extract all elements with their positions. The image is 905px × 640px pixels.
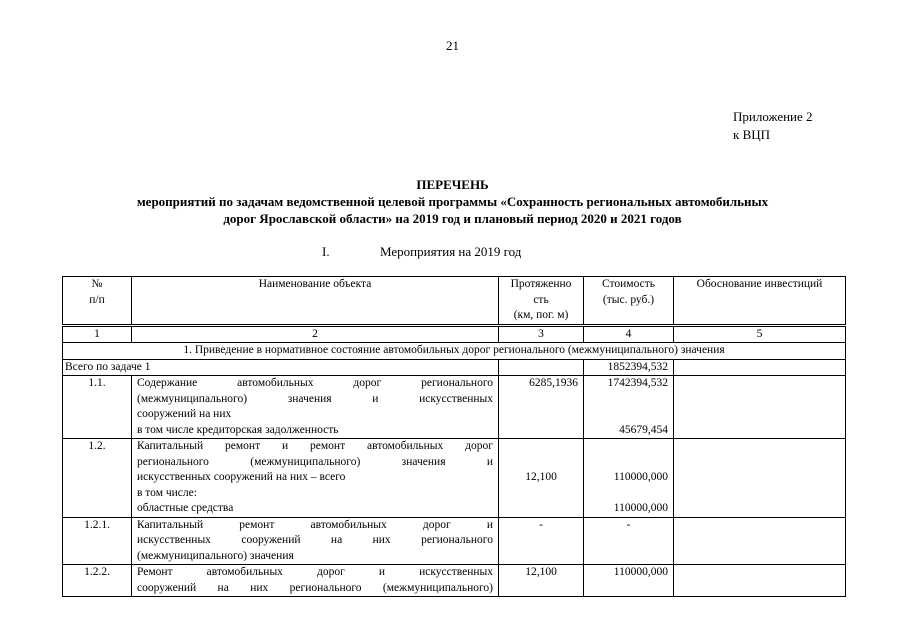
- total-length: [499, 359, 584, 376]
- header-length-line-1: Протяженно: [510, 278, 572, 290]
- row-name-line: (межмуниципального) значения и искусственных: [137, 392, 493, 405]
- row-cost: [584, 439, 674, 518]
- row-num: 1.2.: [63, 439, 132, 518]
- table-header-row: [63, 277, 846, 326]
- section-heading: [322, 244, 521, 260]
- row-cost-main: 1742394,532: [607, 377, 668, 389]
- row-name-line: Капитальный ремонт и ремонт автомобильных дорог: [137, 440, 493, 452]
- row-justification: [674, 565, 846, 597]
- row-name-line: Капитальный ремонт автомобильных дорог и: [137, 518, 493, 531]
- header-length-line-3: (км, пог. м): [513, 309, 569, 321]
- row-name-line: сооружений на них: [137, 408, 232, 420]
- row-name-line: областные средства: [137, 502, 234, 514]
- title-heading: ПЕРЕЧЕНЬ: [416, 177, 489, 192]
- header-justification: Обоснование инвестиций: [674, 277, 846, 326]
- row-name-line: в том числе:: [137, 486, 197, 499]
- row-name-line: Содержание автомобильных дорог регионального: [137, 377, 493, 389]
- row-name-line: искусственных сооружений на них – всего: [137, 471, 346, 483]
- row-cost: 110000,000: [584, 565, 674, 597]
- column-number: 3: [499, 325, 584, 343]
- page-number: 21: [446, 38, 459, 53]
- appendix-label: [733, 108, 813, 144]
- row-cost-main: 110000,000: [613, 471, 668, 483]
- row-cost-sub: 110000,000: [613, 502, 668, 514]
- task-title-row: [63, 343, 846, 360]
- row-name-line: сооружений на них регионального (межмуниципального): [137, 581, 493, 594]
- row-cost-sub: 45679,454: [619, 423, 668, 436]
- header-cost: [584, 277, 674, 326]
- row-name-line: регионального (межмуниципального) значения и: [137, 455, 493, 468]
- row-num: 1.2.2.: [63, 565, 132, 597]
- total-justification: [674, 359, 846, 376]
- column-number-row: [63, 325, 846, 343]
- row-cost: -: [584, 517, 674, 565]
- column-number: 5: [674, 325, 846, 343]
- row-length: [499, 439, 584, 518]
- table-row: [63, 439, 846, 518]
- row-length: 6285,1936: [499, 376, 584, 439]
- header-length: [499, 277, 584, 326]
- row-name-line: в том числе кредиторская задолженность: [137, 423, 339, 436]
- column-number: 2: [132, 325, 499, 343]
- title-line-3: дорог Ярославской области» на 2019 год и плановый период 2020 и 2021 годов: [223, 211, 682, 226]
- row-cost: [584, 376, 674, 439]
- table-row: [63, 376, 846, 439]
- document-title: [40, 176, 865, 227]
- events-table: [62, 276, 846, 597]
- task-title: 1. Приведение в нормативное состояние автомобильных дорог регионального (межмуниципального) значения: [63, 343, 846, 360]
- header-length-line-2: сть: [533, 293, 549, 306]
- section-number: I.: [322, 244, 330, 259]
- header-cost-line-2: (тыс. руб.): [602, 293, 655, 306]
- row-name-line: искусственных сооружений на них регионального: [137, 534, 493, 546]
- row-name: [132, 517, 499, 565]
- row-length-value: 12,100: [525, 471, 557, 483]
- total-label: Всего по задаче 1: [63, 359, 499, 376]
- title-line-2: мероприятий по задачам ведомственной целевой программы «Сохранность региональных автомобильных: [136, 194, 769, 209]
- section-label: Мероприятия на 2019 год: [380, 244, 522, 259]
- row-name-line: (межмуниципального) значения: [137, 549, 294, 562]
- total-cost: 1852394,532: [584, 359, 674, 376]
- row-justification: [674, 439, 846, 518]
- row-justification: [674, 517, 846, 565]
- column-number: 1: [63, 325, 132, 343]
- header-cost-line-1: Стоимость: [602, 278, 655, 290]
- total-row: [63, 359, 846, 376]
- table-row: [63, 517, 846, 565]
- header-num-line-1: №: [91, 278, 103, 290]
- header-num-line-2: п/п: [89, 293, 105, 306]
- row-num: 1.2.1.: [63, 517, 132, 565]
- row-num: 1.1.: [63, 376, 132, 439]
- row-justification: [674, 376, 846, 439]
- table-row: [63, 565, 846, 597]
- row-length: 12,100: [499, 565, 584, 597]
- row-name: [132, 439, 499, 518]
- header-name: Наименование объекта: [132, 277, 499, 326]
- header-num: [63, 277, 132, 326]
- appendix-line-2: к ВЦП: [733, 127, 771, 142]
- row-name: [132, 376, 499, 439]
- row-name: [132, 565, 499, 597]
- row-name-line: Ремонт автомобильных дорог и искусственных: [137, 566, 493, 578]
- appendix-line-1: Приложение 2: [733, 109, 813, 124]
- row-length: -: [499, 517, 584, 565]
- column-number: 4: [584, 325, 674, 343]
